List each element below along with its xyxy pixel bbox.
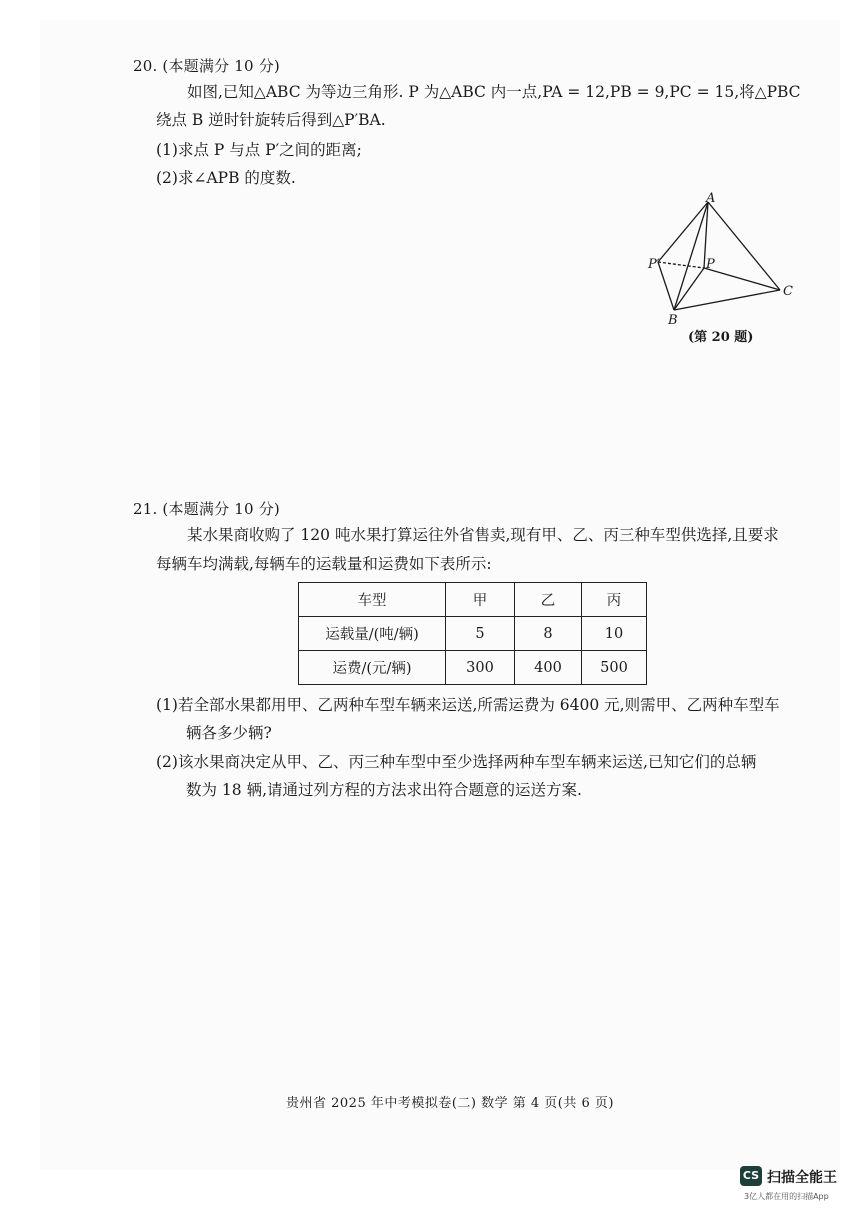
table-cell: 5 bbox=[446, 617, 515, 651]
scanner-tagline: 3亿人都在用的扫描App bbox=[744, 1192, 829, 1201]
q20-figure-caption: (第 20 题) bbox=[688, 330, 754, 345]
segment-p-prime-a bbox=[658, 202, 708, 262]
q21-subquestion-2-line1: (2)该水果商决定从甲、乙、丙三种车型中至少选择两种车型车辆来运送,已知它们的总辆 bbox=[156, 753, 757, 771]
label-b: B bbox=[668, 313, 678, 328]
label-p: P bbox=[706, 257, 715, 272]
segment-pb bbox=[674, 268, 704, 310]
q21-text-line1: 某水果商收购了 120 吨水果打算运往外省售卖,现有甲、乙、丙三种车型供选择,且要求 bbox=[187, 526, 779, 544]
page-footer: 贵州省 2025 年中考模拟卷(二) 数学 第 4 页(共 6 页) bbox=[286, 1096, 614, 1111]
label-c: C bbox=[783, 284, 793, 299]
segment-p-prime-p bbox=[658, 262, 704, 268]
q20-text-line2: 绕点 B 逆时针旋转后得到△P′BA. bbox=[156, 111, 386, 129]
q20-subquestion-2: (2)求∠APB 的度数. bbox=[156, 169, 296, 187]
label-p-prime: P′ bbox=[648, 257, 660, 272]
table-cell: 8 bbox=[515, 617, 582, 651]
scanner-brand: 扫描全能王 bbox=[767, 1170, 837, 1186]
q21-subquestion-2-line2: 数为 18 辆,请通过列方程的方法求出符合题意的运送方案. bbox=[186, 781, 582, 799]
q21-subquestion-1-line2: 辆各多少辆? bbox=[186, 724, 272, 742]
segment-p-prime-b bbox=[658, 262, 674, 310]
q21-text-line2: 每辆车均满载,每辆车的运载量和运费如下表所示: bbox=[156, 555, 492, 573]
segment-ac bbox=[708, 202, 780, 290]
segment-pc bbox=[704, 268, 780, 290]
table-header-cell: 乙 bbox=[515, 583, 582, 617]
label-a: A bbox=[706, 191, 716, 206]
q20-header: 20. (本题满分 10 分) bbox=[133, 57, 280, 75]
vehicle-cost-table bbox=[298, 582, 647, 685]
table-cell: 10 bbox=[582, 617, 647, 651]
table-row bbox=[299, 617, 647, 651]
q20-geometry-figure bbox=[640, 190, 810, 330]
cs-logo-icon: CS bbox=[740, 1166, 762, 1186]
table-cell: 400 bbox=[515, 651, 582, 685]
q21-subquestion-1-line1: (1)若全部水果都用甲、乙两种车型车辆来运送,所需运费为 6400 元,则需甲、乙两种车型车 bbox=[156, 696, 780, 714]
segment-bc bbox=[674, 290, 780, 310]
table-header-cell: 丙 bbox=[582, 583, 647, 617]
q20-subquestion-1: (1)求点 P 与点 P′之间的距离; bbox=[156, 141, 362, 159]
table-cell: 500 bbox=[582, 651, 647, 685]
table-header-row bbox=[299, 583, 647, 617]
table-cell: 300 bbox=[446, 651, 515, 685]
q20-text-line1: 如图,已知△ABC 为等边三角形. P 为△ABC 内一点,PA = 12,PB = 9,PC = 15,将△PBC bbox=[187, 83, 801, 101]
q21-header: 21. (本题满分 10 分) bbox=[133, 500, 280, 518]
table-cell: 运载量/(吨/辆) bbox=[299, 617, 446, 651]
table-header-cell: 甲 bbox=[446, 583, 515, 617]
table-row bbox=[299, 651, 647, 685]
table-cell: 运费/(元/辆) bbox=[299, 651, 446, 685]
segment-ab bbox=[674, 202, 708, 310]
table-header-cell: 车型 bbox=[299, 583, 446, 617]
